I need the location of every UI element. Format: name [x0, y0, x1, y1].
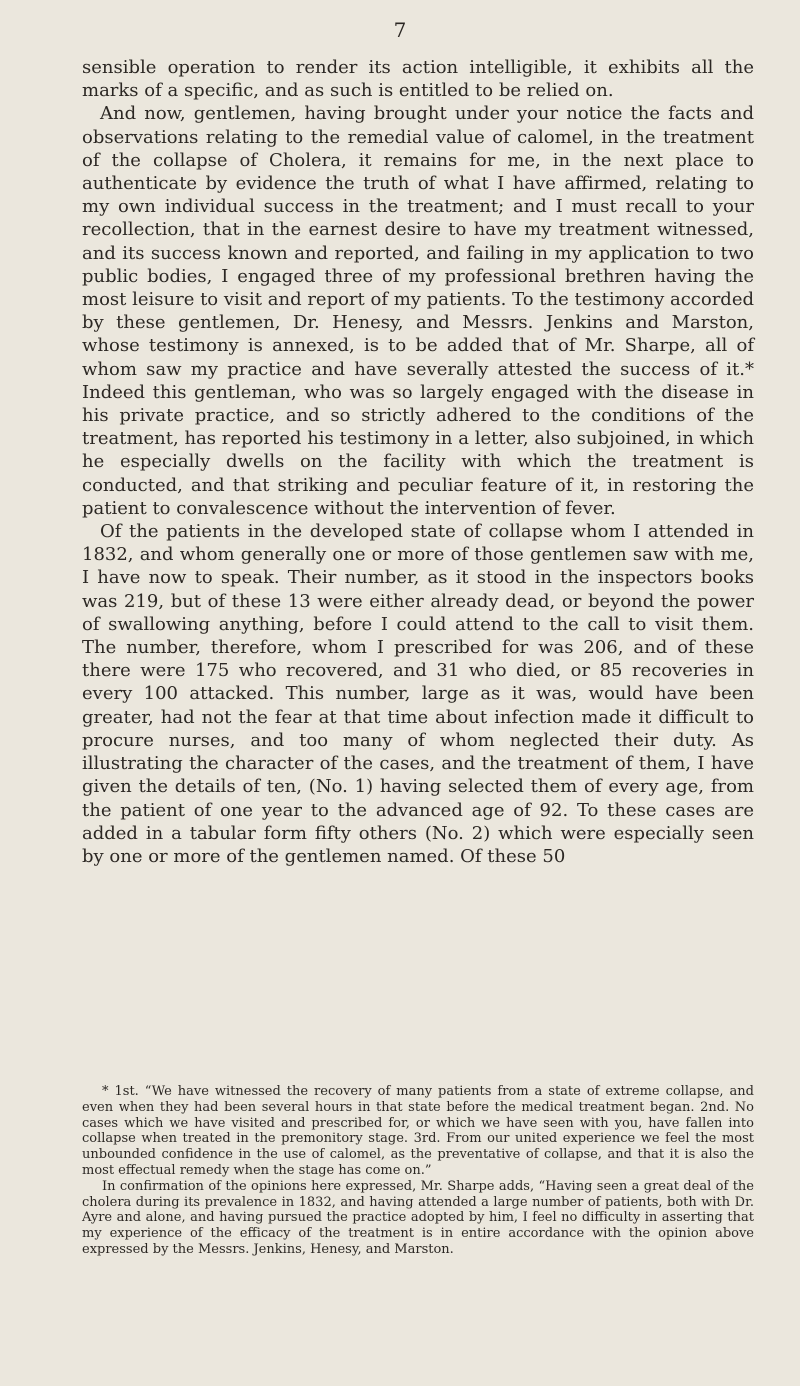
footnote	[82, 1084, 754, 1258]
footnote-marker: *	[102, 1084, 109, 1099]
footnote-text-1: 1st. “We have witnessed the recovery of many patients from a state of extreme collapse, and even when they had been several hours in that state before the medical treatment began. 2nd. No cases which we have visited and prescribed for, or which we have seen with you, have fallen into collapse when treated in the premonitory stage. 3rd. From our united experience we feel the most unbounded confidence in the use of calomel, as the preventative of collapse, and that it is also the most effectual remedy when the stage has come on.”	[82, 1084, 754, 1178]
paragraph-continuation: sensible operation to render its action intelligible, it exhibits all the marks of a specific, and as such is entitled to be relied on.	[82, 57, 754, 102]
footnote-paragraph-2: In confirmation of the opinions here expressed, Mr. Sharpe adds, “Having seen a great deal of the cholera during its prevalence in 1832, and having attended a large number of patients, both with Dr. Ayre and alone, and having pursued the practice adopted by him, I feel no difficulty in asserting that my experience of the efficacy of the treatment is in entire accordance with the opinion above expressed by the Messrs. Jenkins, Henesy, and Marston.	[82, 1178, 754, 1257]
page-number: 7	[393, 18, 407, 42]
paragraph-patients: Of the patients in the developed state of collapse whom I attended in 1832, and whom generally one or more of those gentlemen saw with me, I have now to speak. Their number, as it stood in the inspectors books was 219, but of these 13 were either already dead, or beyond the power of swallowing anything, before I could attend to the call to visit them. The number, therefore, whom I prescribed for was 206, and of these there were 175 who recovered, and 31 who died, or 85 recoveries in every 100 attacked. This number, large as it was, would have been greater, had not the fear at that time about infection made it difficult to procure nurses, and too many of whom neglected their duty. As illustrating the character of the cases, and the treatment of them, I have given the details of ten, (No. 1) having selected them of every age, from the patient of one year to the advanced age of 92. To these cases are added in a tabular form fifty others (No. 2) which were especially seen by one or more of the gentlemen named. Of these 50	[82, 521, 754, 867]
main-text	[82, 56, 754, 868]
footnote-paragraph-1	[82, 1084, 754, 1179]
paragraph-testimony: And now, gentlemen, having brought under your notice the facts and observations relating to the remedial value of calomel, in the treatment of the collapse of Cholera, it remains for me, in the next place to authenticate by evidence the truth of what I have affirmed, relating to my own individual success in the treatment; and I must recall to your recollection, that in the earnest desire to have my treatment witnessed, and its success known and reported, and failing in my application to two public bodies, I engaged three of my professional brethren having the most leisure to visit and report of my patients. To the testimony accorded by these gentlemen, Dr. Henesy, and Messrs. Jenkins and Marston, whose testimony is annexed, is to be added that of Mr. Sharpe, all of whom saw my practice and have severally attested the success of it.* Indeed this gentleman, who was so largely engaged with the disease in his private practice, and so strictly adhered to the conditions of the treatment, has reported his testimony in a letter, also subjoined, in which he especially dwells on the facility with which the treatment is conducted, and that striking and peculiar feature of it, in restoring the patient to convalescence without the intervention of fever.	[82, 103, 754, 519]
